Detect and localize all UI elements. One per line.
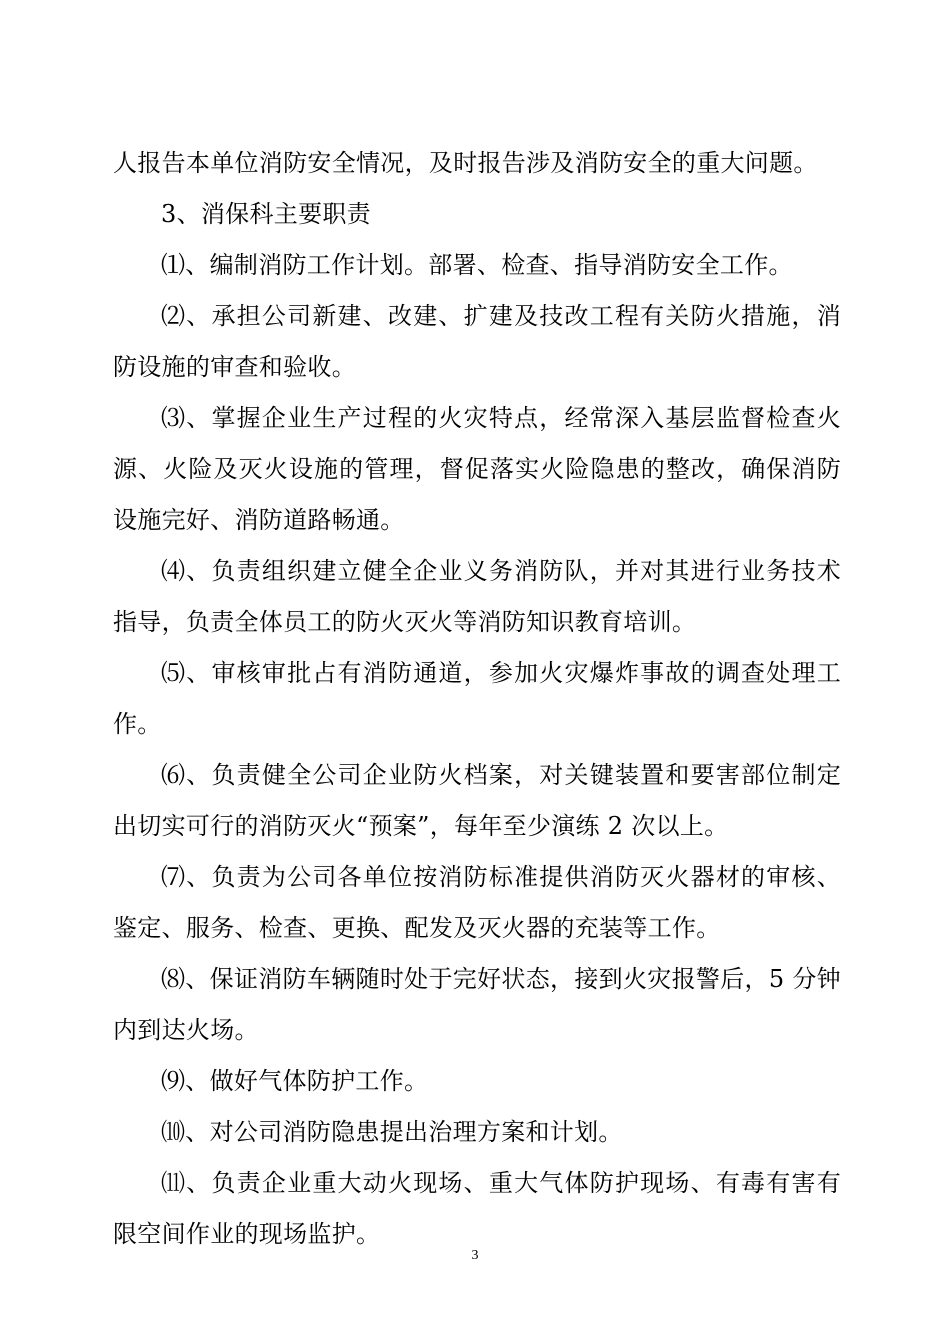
paragraph: 人报告本单位消防安全情况，及时报告涉及消防安全的重大问题。 [113, 149, 818, 177]
page-number: 3 [471, 1248, 479, 1263]
list-item: ⑾、负责企业重大动火现场、重大气体防护现场、有毒有害有限空间作业的现场监护。 [113, 1169, 841, 1248]
list-item: ⑻、保证消防车辆随时处于完好状态，接到火灾报警后，5 分钟内到达火场。 [113, 965, 841, 1044]
list-item: ⑷、负责组织建立健全企业义务消防队，并对其进行业务技术指导，负责全体员工的防火灭火等消防知识教育培训。 [113, 557, 841, 636]
list-item: ⑹、负责健全公司企业防火档案，对关键装置和要害部位制定出切实可行的消防灭火“预案”，每年至少演练 2 次以上。 [113, 761, 841, 840]
body-text [113, 138, 841, 1260]
list-item: ⑸、审核审批占有消防通道，参加火灾爆炸事故的调查处理工作。 [113, 659, 841, 738]
list-item: ⑶、掌握企业生产过程的火灾特点，经常深入基层监督检查火源、火险及灭火设施的管理，督促落实火险隐患的整改，确保消防设施完好、消防道路畅通。 [113, 404, 841, 534]
list-item: ⑽、对公司消防隐患提出治理方案和计划。 [161, 1118, 623, 1146]
list-item: ⑺、负责为公司各单位按消防标准提供消防灭火器材的审核、鉴定、服务、检查、更换、配发及灭火器的充装等工作。 [113, 863, 841, 942]
section-heading: 3、消保科主要职责 [161, 200, 371, 228]
list-item: ⑴、编制消防工作计划。部署、检查、指导消防安全工作。 [161, 251, 793, 279]
list-item: ⑼、做好气体防护工作。 [161, 1067, 429, 1095]
list-item: ⑵、承担公司新建、改建、扩建及技改工程有关防火措施，消防设施的审查和验收。 [113, 302, 841, 381]
